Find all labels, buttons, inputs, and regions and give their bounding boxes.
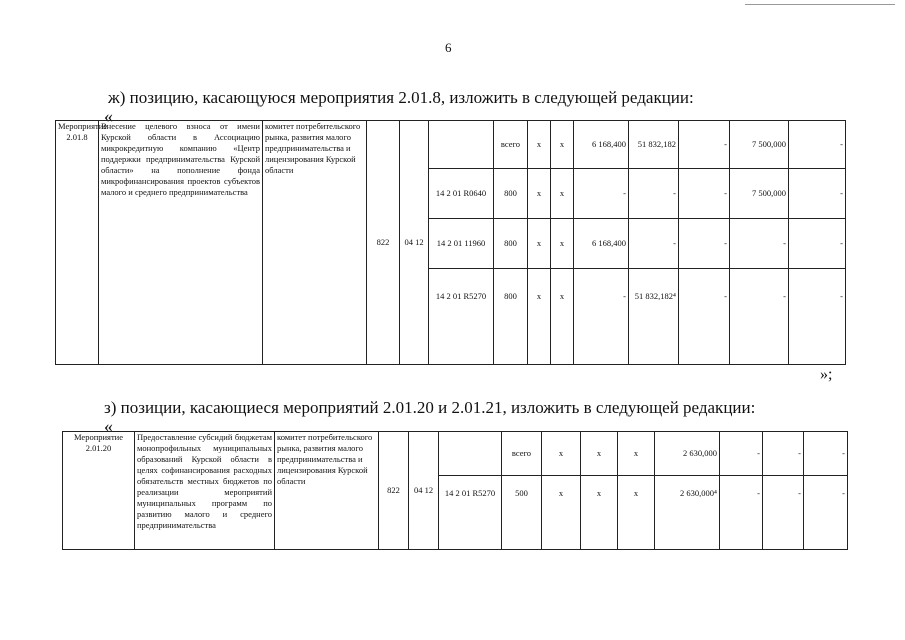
x-cell: x <box>551 269 574 365</box>
csr-cell: 14 2 01 R5270 <box>429 269 494 365</box>
measure-executor: комитет потребительского рынка, развития малого предпринимательства и лицензирования Курской области <box>263 121 367 365</box>
x-cell: x <box>618 476 655 550</box>
page-number: 6 <box>445 40 452 55</box>
value-cell: - <box>679 169 730 219</box>
x-cell: x <box>551 219 574 269</box>
vr-cell: 800 <box>494 219 528 269</box>
value-cell: - <box>629 219 679 269</box>
section-z-heading: з) позиции, касающиеся мероприятий 2.01.20 и 2.01.21, изложить в следующей редакции: <box>104 398 756 417</box>
x-cell: x <box>551 169 574 219</box>
rzpr-code: 04 12 <box>409 432 439 550</box>
measure-description: Предоставление субсидий бюджетам монопрофильных муниципальных образований Курской области в целях софинансирования расходных обязательств местных бюджетов по реализации мероприятий муниципальных программ по развитию малого и среднего предпринимательства <box>135 432 275 550</box>
measure-executor: комитет потребительского рынка, развития малого предпринимательства и лицензирования Курской области <box>275 432 379 550</box>
value-cell: - <box>763 432 804 476</box>
value-cell: 51 832,182 <box>629 121 679 169</box>
measure-code: Мероприятие 2.01.8 <box>56 121 99 365</box>
section-z-table <box>62 431 848 550</box>
value-cell: 2 630,000⁴ <box>655 476 720 550</box>
value-cell: - <box>629 169 679 219</box>
section-zh-close-quote: »; <box>820 366 833 383</box>
value-cell: 6 168,400 <box>574 121 629 169</box>
measure-code: Мероприятие 2.01.20 <box>63 432 135 550</box>
value-cell: - <box>763 476 804 550</box>
section-zh-table <box>55 120 846 365</box>
section-zh-open-quote: « <box>104 106 113 126</box>
value-cell: - <box>789 219 846 269</box>
value-cell: - <box>804 476 848 550</box>
csr-cell <box>439 432 502 476</box>
value-cell: 51 832,182⁴ <box>629 269 679 365</box>
csr-cell <box>429 121 494 169</box>
scan-edge-line <box>745 4 895 5</box>
vr-cell: 800 <box>494 269 528 365</box>
value-cell: - <box>720 476 763 550</box>
section-z-open-quote: « <box>104 416 113 436</box>
value-cell: 7 500,000 <box>730 169 789 219</box>
x-cell: x <box>581 476 618 550</box>
value-cell: 2 630,000 <box>655 432 720 476</box>
value-cell: - <box>679 219 730 269</box>
value-cell: - <box>804 432 848 476</box>
csr-cell: 14 2 01 R5270 <box>439 476 502 550</box>
vr-cell: 800 <box>494 169 528 219</box>
value-cell: - <box>789 269 846 365</box>
section-zh-heading: ж) позицию, касающуюся мероприятия 2.01.8, изложить в следующей редакции: <box>108 88 694 107</box>
value-cell: 7 500,000 <box>730 121 789 169</box>
grbs-code: 822 <box>367 121 400 365</box>
x-cell: x <box>581 432 618 476</box>
x-cell: x <box>528 269 551 365</box>
value-cell: - <box>789 121 846 169</box>
value-cell: - <box>789 169 846 219</box>
x-cell: x <box>618 432 655 476</box>
value-cell: - <box>730 219 789 269</box>
csr-cell: 14 2 01 R0640 <box>429 169 494 219</box>
vr-cell: 500 <box>502 476 542 550</box>
x-cell: x <box>542 476 581 550</box>
x-cell: x <box>528 219 551 269</box>
vr-cell: всего <box>502 432 542 476</box>
value-cell: - <box>574 269 629 365</box>
table-row <box>63 432 848 476</box>
value-cell: - <box>574 169 629 219</box>
x-cell: x <box>542 432 581 476</box>
measure-description: Внесение целевого взноса от имени Курской области в Ассоциацию микрокредитную компанию «Центр поддержки предпринимательства Курской области» на пополнение фонда микрофинансирования проектов субъектов малого и среднего предпринимательства <box>99 121 263 365</box>
rzpr-code: 04 12 <box>400 121 429 365</box>
value-cell: - <box>679 121 730 169</box>
x-cell: x <box>551 121 574 169</box>
x-cell: x <box>528 169 551 219</box>
vr-cell: всего <box>494 121 528 169</box>
value-cell: 6 168,400 <box>574 219 629 269</box>
value-cell: - <box>720 432 763 476</box>
table-row <box>56 121 846 169</box>
grbs-code: 822 <box>379 432 409 550</box>
x-cell: x <box>528 121 551 169</box>
csr-cell: 14 2 01 11960 <box>429 219 494 269</box>
value-cell: - <box>730 269 789 365</box>
value-cell: - <box>679 269 730 365</box>
